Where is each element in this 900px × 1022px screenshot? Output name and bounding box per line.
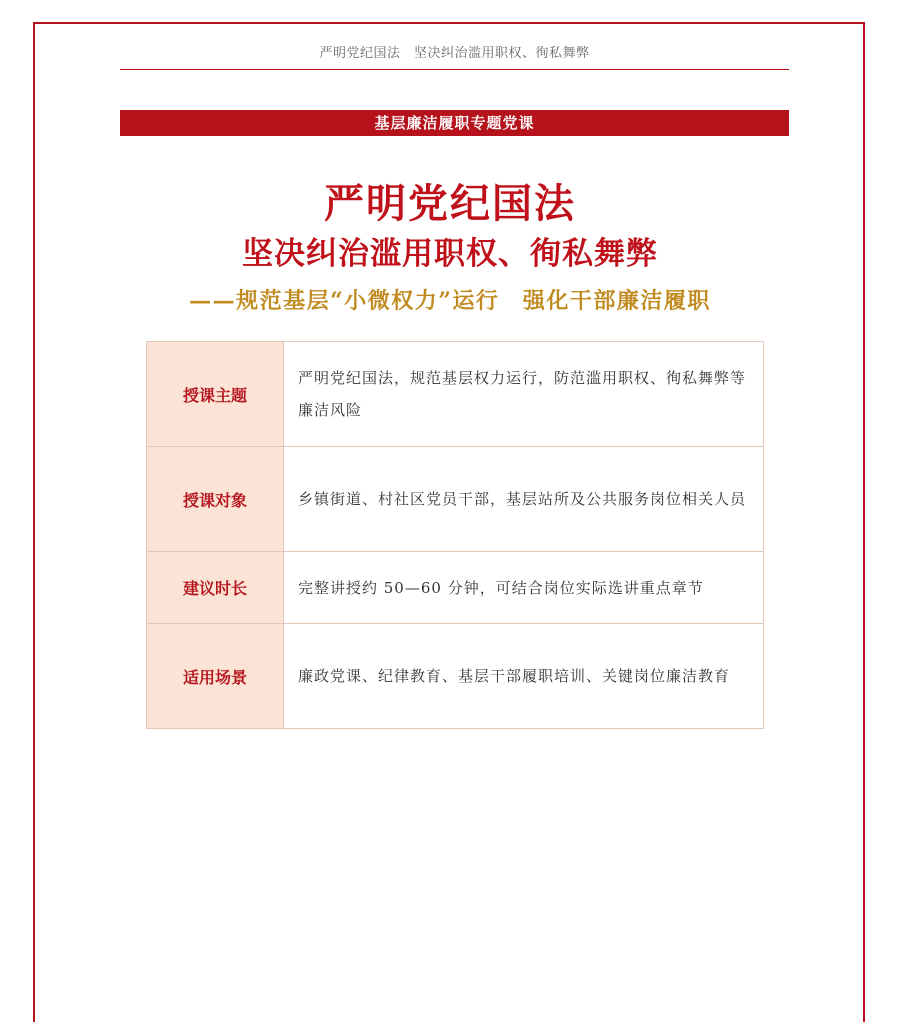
table-row-duration	[147, 552, 764, 624]
row-label: 适用场景	[147, 624, 284, 729]
course-info-table	[146, 341, 764, 729]
row-label: 授课主题	[147, 342, 284, 447]
row-value: 完整讲授约 50—60 分钟，可结合岗位实际选讲重点章节	[284, 552, 764, 624]
row-value: 乡镇街道、村社区党员干部，基层站所及公共服务岗位相关人员	[284, 447, 764, 552]
series-banner: 基层廉洁履职专题党课	[120, 110, 789, 136]
row-value: 廉政党课、纪律教育、基层干部履职培训、关键岗位廉洁教育	[284, 624, 764, 729]
table-row-topic	[147, 342, 764, 447]
row-label: 建议时长	[147, 552, 284, 624]
table-row-audience	[147, 447, 764, 552]
header-divider	[120, 69, 789, 70]
row-value: 严明党纪国法，规范基层权力运行，防范滥用职权、徇私舞弊等廉洁风险	[284, 342, 764, 447]
document-title: 严明党纪国法	[324, 181, 576, 227]
table-row-scenario	[147, 624, 764, 729]
row-label: 授课对象	[147, 447, 284, 552]
document-tagline: ——规范基层“小微权力”运行 强化干部廉洁履职	[189, 288, 711, 314]
running-header: 严明党纪国法 坚决纠治滥用职权、徇私舞弊	[319, 46, 590, 61]
document-subtitle: 坚决纠治滥用职权、徇私舞弊	[242, 236, 658, 272]
